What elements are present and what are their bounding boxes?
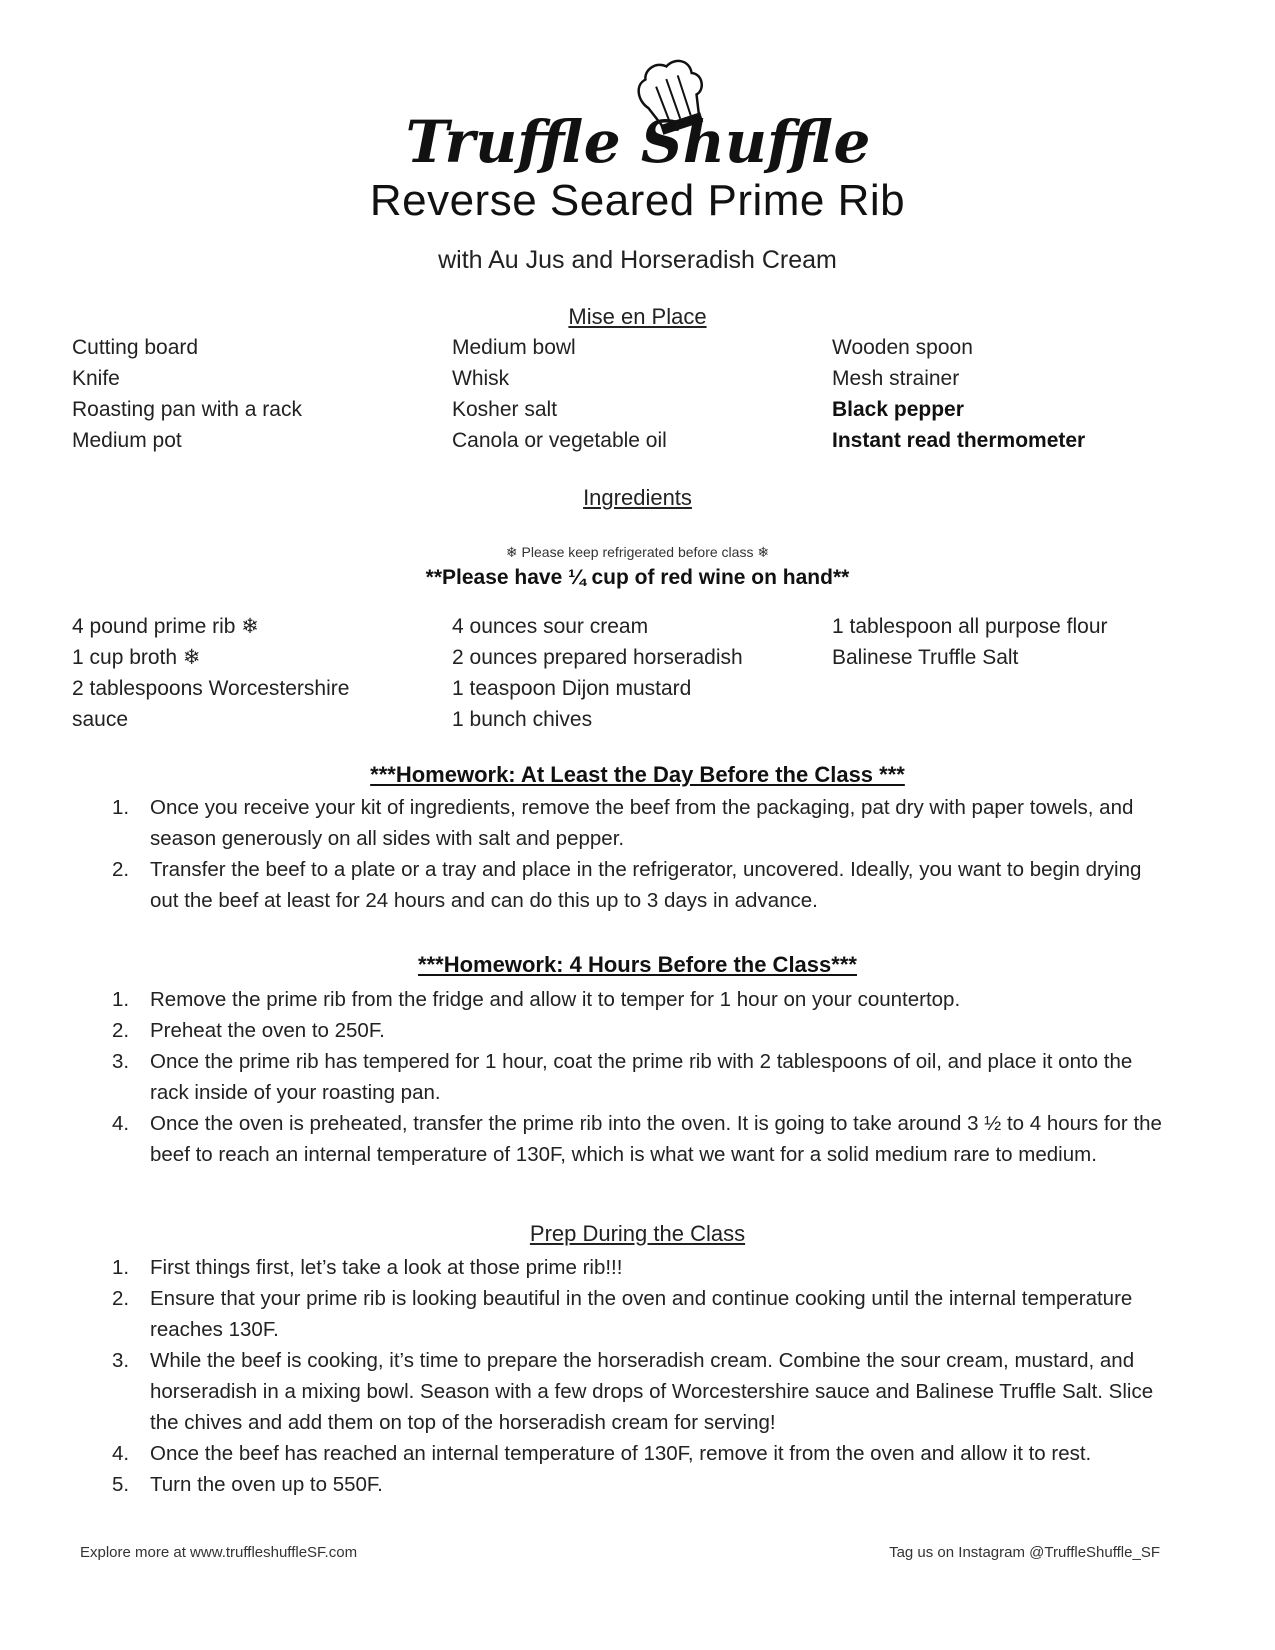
- ingredients-column-2: [452, 611, 743, 735]
- footer-instagram: Tag us on Instagram @TruffleShuffle_SF: [889, 1544, 1160, 1561]
- list-item: 2 tablespoons Worcestershire sauce: [72, 677, 350, 731]
- list-item: 2. Preheat the oven to 250F.: [112, 1019, 385, 1042]
- list-item: Mesh strainer: [832, 367, 960, 390]
- prep-heading: Prep During the Class: [529, 1221, 746, 1246]
- red-wine-note: **Please have ¼ cup of red wine on hand**: [425, 566, 850, 589]
- list-item: 3. Once the prime rib has tempered for 1 hour, coat the prime rib with 2 tablespoons of oil, and place it onto the rack inside of your roasting pan.: [112, 1050, 1133, 1104]
- list-item: Knife: [72, 367, 120, 390]
- list-item-bold: Instant read thermometer: [832, 429, 1086, 452]
- footer-website: Explore more at www.truffleshuffleSF.com: [80, 1544, 358, 1561]
- ingredients-heading: Ingredients: [583, 485, 692, 510]
- list-item: 1 tablespoon all purpose flour: [832, 615, 1108, 638]
- list-item: 3. While the beef is cooking, it’s time to prepare the horseradish cream. Combine the sour cream, mustard, and horseradish in a mixing bowl. Season with a few drops of Worcestershire sauce and Balinese Truffle Salt. Slice the chives and add them on top of the horseradish cream for serving!: [112, 1349, 1154, 1434]
- list-item: Kosher salt: [452, 398, 558, 421]
- homework-4-hours-steps: [112, 984, 1172, 1170]
- list-item: 1 teaspoon Dijon mustard: [452, 677, 692, 700]
- list-item: 4 pound prime rib ❄: [72, 615, 259, 638]
- list-item: Roasting pan with a rack: [72, 398, 302, 421]
- ingredients-column-1: [72, 611, 362, 735]
- list-item: Wooden spoon: [832, 336, 973, 359]
- list-item: Whisk: [452, 367, 510, 390]
- list-item: Medium pot: [72, 429, 182, 452]
- list-item: Canola or vegetable oil: [452, 429, 667, 452]
- list-item: 1. Remove the prime rib from the fridge and allow it to temper for 1 hour on your countertop.: [112, 988, 961, 1011]
- list-item: Cutting board: [72, 336, 199, 359]
- mise-column-1: [72, 332, 302, 456]
- list-item: Balinese Truffle Salt: [832, 646, 1019, 669]
- list-item: 2 ounces prepared horseradish: [452, 646, 743, 669]
- list-item: 1 bunch chives: [452, 708, 593, 731]
- list-item-bold: Black pepper: [832, 398, 964, 421]
- refrigerate-note: ❄ Please keep refrigerated before class ❄: [505, 544, 770, 560]
- homework-day-before-heading: ***Homework: At Least the Day Before the Class ***: [370, 762, 905, 787]
- homework-day-before-steps: [112, 792, 1172, 916]
- brand-logo: [0, 62, 1275, 182]
- list-item: Medium bowl: [452, 336, 576, 359]
- list-item: 4. Once the oven is preheated, transfer the prime rib into the oven. It is going to take around 3 ½ to 4 hours for the beef to reach an internal temperature of 130F, which is what we want for a solid medium rare to medium.: [112, 1112, 1162, 1166]
- prep-steps: [112, 1252, 1172, 1500]
- list-item: 1 cup broth ❄: [72, 646, 201, 669]
- list-item: 1. Once you receive your kit of ingredients, remove the beef from the packaging, pat dry with paper towels, and season generously on all sides with salt and pepper.: [112, 796, 1134, 850]
- page-subtitle: with Au Jus and Horseradish Cream: [438, 246, 837, 274]
- homework-4-hours-heading: ***Homework: 4 Hours Before the Class***: [418, 952, 857, 977]
- mise-column-3: [832, 332, 1085, 456]
- list-item: 5. Turn the oven up to 550F.: [112, 1473, 383, 1496]
- mise-column-2: [452, 332, 667, 456]
- logo-wordmark: Truffle Shuffle: [405, 108, 870, 176]
- list-item: 1. First things first, let’s take a look at those prime rib!!!: [112, 1256, 623, 1279]
- mise-heading: Mise en Place: [568, 304, 707, 329]
- ingredients-column-3: [832, 611, 1108, 673]
- list-item: 2. Transfer the beef to a plate or a tray and place in the refrigerator, uncovered. Ideally, you want to begin drying out the beef at least for 24 hours and can do this up to 3 days in advance.: [112, 858, 1142, 912]
- list-item: 4. Once the beef has reached an internal temperature of 130F, remove it from the oven and allow it to rest.: [112, 1442, 1092, 1465]
- list-item: 4 ounces sour cream: [452, 615, 649, 638]
- page-title: Reverse Seared Prime Rib: [369, 176, 906, 225]
- list-item: 2. Ensure that your prime rib is looking beautiful in the oven and continue cooking until the internal temperature reaches 130F.: [112, 1287, 1133, 1341]
- chef-hat-logo-icon: [405, 62, 870, 180]
